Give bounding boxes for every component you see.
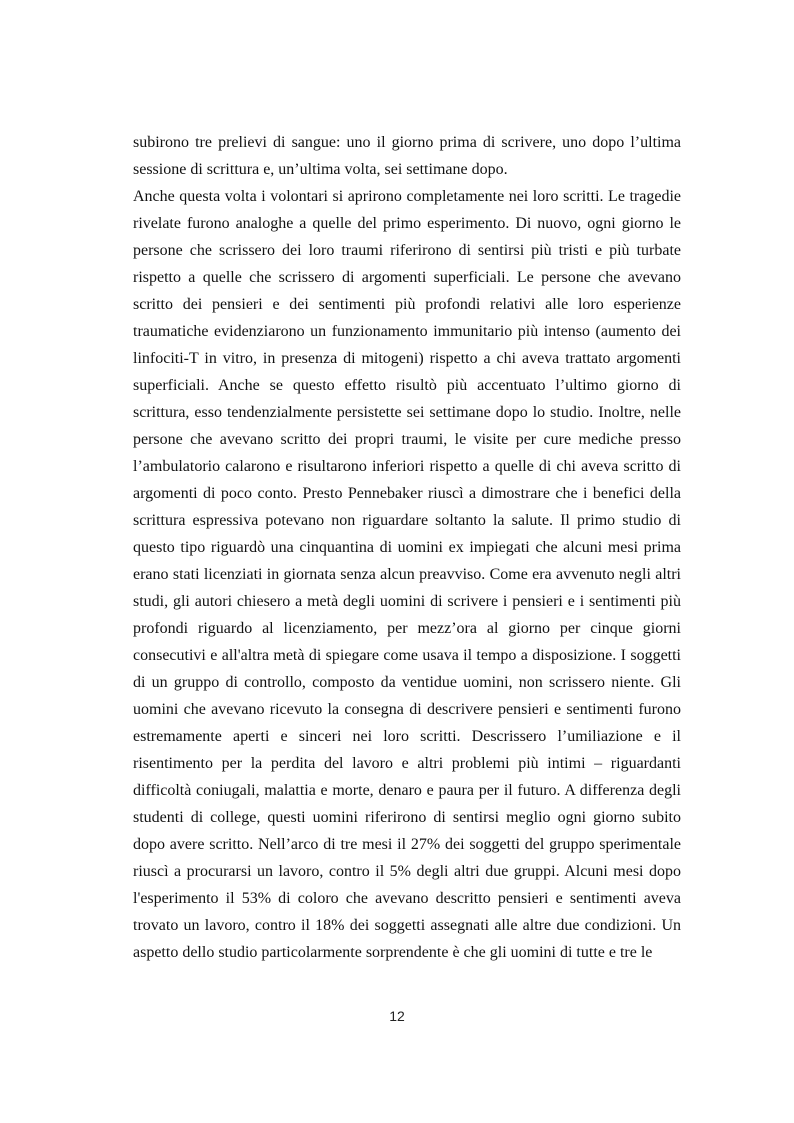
body-text	[133, 129, 681, 966]
paragraph-main: Anche questa volta i volontari si aprirono completamente nei loro scritti. Le tragedie rivelate furono analoghe a quelle del primo esperimento. Di nuovo, ogni giorno le persone che scrissero dei loro traumi riferirono di sentirsi più tristi e più turbate rispetto a quelle che scrissero di argomenti superficiali. Le persone che avevano scritto dei pensieri e dei sentimenti più profondi relativi alle loro esperienze traumatiche evidenziarono un funzionamento immunitario più intenso (aumento dei linfociti-T in vitro, in presenza di mitogeni) rispetto a chi aveva trattato argomenti superficiali. Anche se questo effetto risultò più accentuato l’ultimo giorno di scrittura, esso tendenzialmente persistette sei settimane dopo lo studio. Inoltre, nelle persone che avevano scritto dei propri traumi, le visite per cure mediche presso l’ambulatorio calarono e risultarono inferiori rispetto a quelle di chi aveva scritto di argomenti di poco conto. Presto Pennebaker riuscì a dimostrare che i benefici della scrittura espressiva potevano non riguardare soltanto la salute. Il primo studio di questo tipo riguardò una cinquantina di uomini ex impiegati che alcuni mesi prima erano stati licenziati in giornata senza alcun preavviso. Come era avvenuto negli altri studi, gli autori chiesero a metà degli uomini di scrivere i pensieri e i sentimenti più profondi riguardo al licenziamento, per mezz’ora al giorno per cinque giorni consecutivi e all'altra metà di spiegare come usava il tempo a disposizione. I soggetti di un gruppo di controllo, composto da ventidue uomini, non scrissero niente. Gli uomini che avevano ricevuto la consegna di descrivere pensieri e sentimenti furono estremamente aperti e sinceri nei loro scritti. Descrissero l’umiliazione e il risentimento per la perdita del lavoro e altri problemi più intimi – riguardanti difficoltà coniugali, malattia e morte, denaro e paura per il futuro. A differenza degli studenti di college, questi uomini riferirono di sentirsi meglio ogni giorno subito dopo avere scritto. Nell’arco di tre mesi il 27% dei soggetti del gruppo sperimentale riuscì a procurarsi un lavoro, contro il 5% degli altri due gruppi. Alcuni mesi dopo l'esperimento il 53% di coloro che avevano descritto pensieri e sentimenti aveva trovato un lavoro, contro il 18% dei soggetti assegnati alle altre due condizioni. Un aspetto dello studio particolarmente sorprendente è che gli uomini di tutte e tre le	[133, 188, 681, 961]
paragraph-continuation: subirono tre prelievi di sangue: uno il giorno prima di scrivere, uno dopo l’ultima sessione di scrittura e, un’ultima volta, sei settimane dopo.	[133, 134, 681, 178]
page-number: 12	[389, 1008, 405, 1024]
